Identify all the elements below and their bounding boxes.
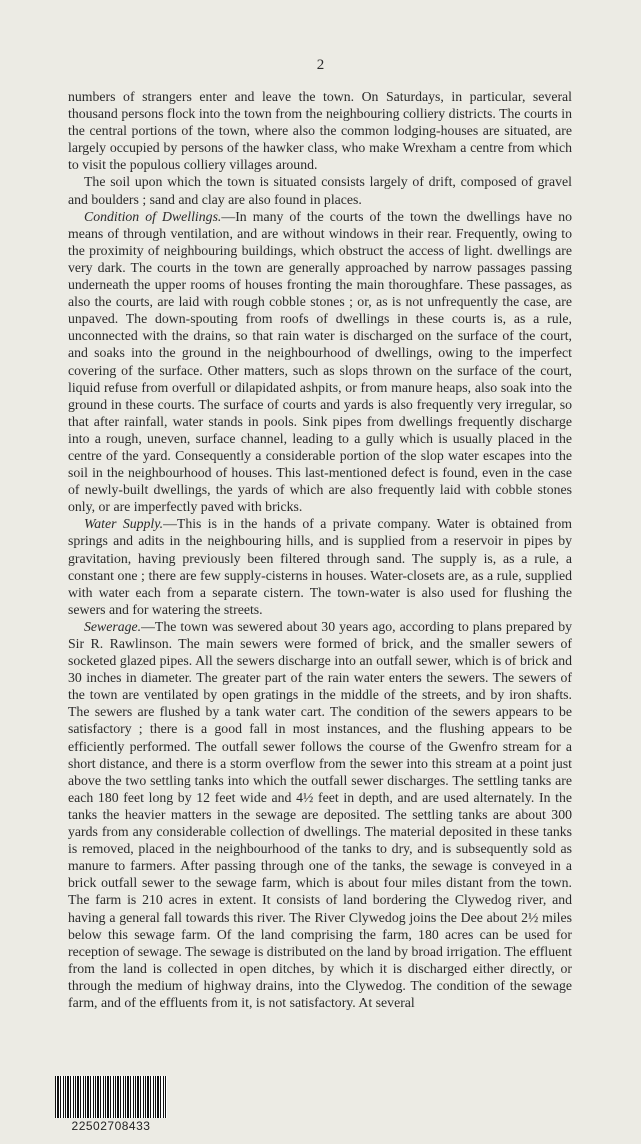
paragraph-strangers — [68, 88, 572, 173]
barcode-icon — [55, 1076, 167, 1118]
section-heading: Condition of Dwellings. — [84, 208, 222, 224]
section-heading: Water Supply. — [84, 516, 164, 532]
paragraph-text: —This is in the hands of a private company. Water is obtained from springs and adits in the neighbouring hills, and is supplied from a reservoir in pipes by gravitation, having previously been filtered through sand. The supply is, as a rule, a constant one ; there are few supply-cisterns in houses. Water-closets are, as a rule, supplied with water each from a separate cistern. The town-water is also used for flushing the sewers and for watering the streets. — [68, 516, 573, 617]
barcode-number: 22502708433 — [71, 1119, 151, 1133]
paragraph-water-supply — [68, 515, 572, 618]
paragraph-condition-of-dwellings — [68, 208, 572, 516]
paragraph-text: —In many of the courts of the town the dwellings have no means of through ventilation, and are without windows in their rear. Frequently, owing to the proximity of neighbouring buildings, which obstruct the access of light. dwellings are very dark. The courts in the town are generally approached by narrow passages passing underneath the upper rooms of houses fronting the main thoroughfare. These passages, as also the courts, are laid with rough cobble stones ; or, as is not unfrequently the case, are unpaved. The down-spouting from roofs of dwellings in these courts is, as a rule, unconnected with the drains, so that rain water is discharged on the surface of the court, and soaks into the ground in the neighbourhood of dwellings, owing to the imperfect covering of the surface. Other matters, such as slops thrown on the surface of the court, liquid refuse from overfull or dilapidated ashpits, or from manure heaps, also soak into the ground in these courts. The surface of courts and yards is also frequently very irregular, so that after rainfall, water stands in pools. Sink pipes from dwellings frequently discharge into a rough, uneven, surface channel, leading to a gully which is usually placed in the centre of the yard. Consequently a considerable portion of the slop water escapes into the soil in the neighbourhood of houses. This last-mentioned defect is found, even in the case of newly-built dwellings, the yards of which are also frequently laid with cobble stones only, or are imperfectly paved with bricks. — [68, 208, 572, 515]
paragraph-sewerage — [68, 618, 572, 1011]
paragraph-text: The soil upon which the town is situated consists largely of drift, composed of gravel and boulders ; sand and clay are also found in places. — [68, 174, 572, 207]
section-heading: Sewerage. — [84, 618, 142, 634]
paragraph-text: numbers of strangers enter and leave the town. On Saturdays, in particular, several thousand persons flock into the town from the neighbouring colliery districts. The courts in the central portions of the town, where also the common lodging-houses are situated, are largely occupied by persons of the hawker class, who make Wrexham a centre from which to visit the populous colliery villages around. — [68, 89, 572, 173]
paragraph-soil — [68, 173, 572, 207]
page-number: 2 — [316, 57, 325, 73]
paragraph-text: —The town was sewered about 30 years ago, according to plans prepared by Sir R. Rawlinson. The main sewers were formed of brick, and the smaller sewers of socketed glazed pipes. All the sewers discharge into an outfall sewer, which is of brick and 30 inches in diameter. The greater part of the rain water enters the sewers. The sewers of the town are ventilated by open gratings in the middle of the streets, and by iron shafts. The sewers are flushed by a tank water cart. The condition of the sewers appears to be satisfactory ; there is a good fall in most instances, and the flushing appears to be efficiently performed. The outfall sewer follows the course of the Gwenfro stream for a short distance, and there is a storm overflow from the sewer into this stream at a point just above the two settling tanks into which the outfall sewer discharges. The settling tanks are each 180 feet long by 12 feet wide and 4½ feet in depth, and are used alternately. In the tanks the heavier matters in the sewage are deposited. The settling tanks are about 300 yards from any considerable collection of dwellings. The material deposited in these tanks is removed, placed in the neighbourhood of the tanks to dry, and is subsequently sold as manure to farmers. After passing through one of the tanks, the sewage is conveyed in a brick outfall sewer to the sewage farm, which is about four miles distant from the town. The farm is 210 acres in extent. It consists of land bordering the Clywedog river, and having a general fall towards this river. The River Clywedog joins the Dee about 2½ miles below this sewage farm. Of the land comprising the farm, 180 acres can be used for reception of sewage. The sewage is distributed on the land by broad irrigation. The effluent from the land is collected in open ditches, by which it is discharged either directly, or through the medium of highway drains, into the Clywedog. The condition of the sewage farm, and of the effluents from it, is not satisfactory. At several — [68, 618, 572, 1010]
body-text — [68, 88, 572, 1011]
